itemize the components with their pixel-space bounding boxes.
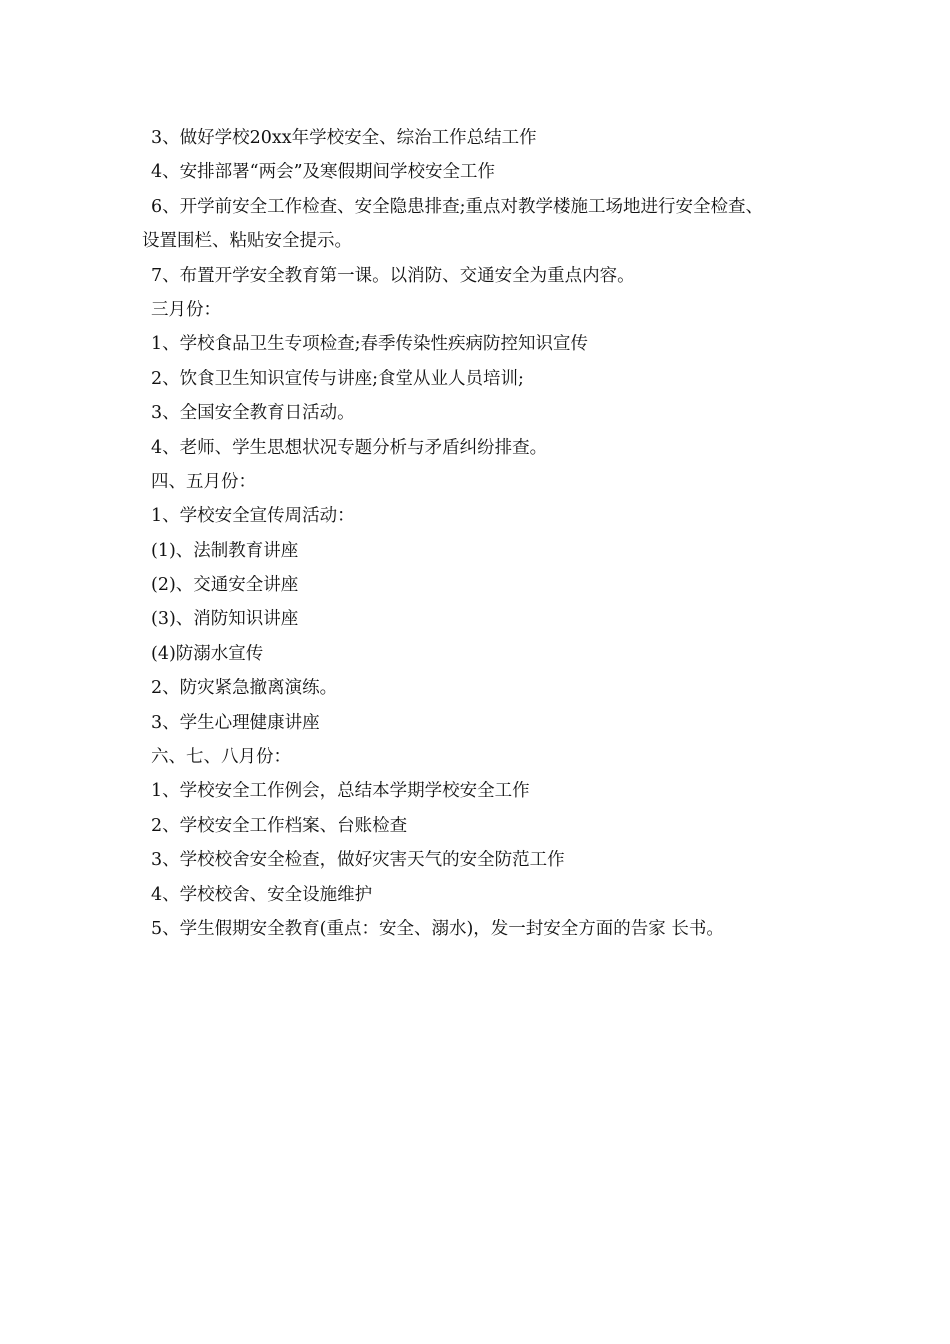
sub-item-line: (2)、交通安全讲座 (151, 575, 299, 596)
text-line: 2、饮食卫生知识宣传与讲座;食堂从业人员培训; (151, 368, 524, 389)
text-line: 3、学生心理健康讲座 (151, 712, 320, 733)
text-line: 3、全国安全教育日活动。 (151, 403, 355, 424)
text-line: 4、老师、学生思想状况专题分析与矛盾纠纷排查。 (151, 437, 548, 458)
sub-item-line: (4)防溺水宣传 (151, 643, 264, 664)
text-line: 3、学校校舍安全检查，做好灾害天气的安全防范工作 (151, 850, 565, 871)
section-heading: 六、七、八月份： (151, 747, 291, 768)
sub-item-line: (3)、消防知识讲座 (151, 609, 299, 630)
section-heading: 四、五月份： (151, 471, 256, 492)
text-line: 2、学校安全工作档案、台账检查 (151, 815, 408, 836)
text-line: 1、学校安全宣传周活动： (151, 506, 355, 527)
sub-item-line: (1)、法制教育讲座 (151, 540, 299, 561)
text-line: 5、学生假期安全教育(重点：安全、溺水)，发一封安全方面的告家 长书。 (151, 918, 724, 939)
text-line: 6、开学前安全工作检查、安全隐患排查;重点对教学楼施工场地进行安全检查、 (151, 196, 764, 217)
text-line: 1、学校安全工作例会，总结本学期学校安全工作 (151, 781, 530, 802)
text-line: 3、做好学校20xx年学校安全、综治工作总结工作 (151, 128, 537, 148)
text-line: 4、学校校舍、安全设施维护 (151, 884, 373, 905)
text-line: 1、学校食品卫生专项检查;春季传染性疾病防控知识宣传 (151, 334, 589, 355)
text-line: 7、布置开学安全教育第一课。以消防、交通安全为重点内容。 (151, 265, 635, 286)
section-heading: 三月份： (151, 299, 221, 320)
text-line-continuation: 设置围栏、粘贴安全提示。 (142, 231, 352, 252)
text-line: 4、安排部署“两会”及寒假期间学校安全工作 (151, 162, 496, 183)
document-body (0, 121, 950, 946)
text-line: 2、防灾紧急撤离演练。 (151, 678, 338, 699)
